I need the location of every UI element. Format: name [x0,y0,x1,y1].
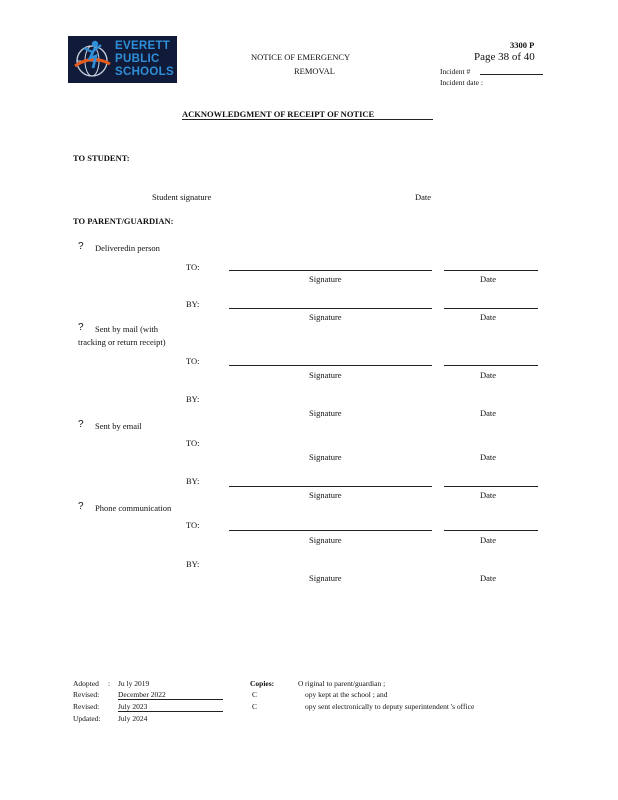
document-title-line2: REMOVAL [294,66,335,76]
logo-text-line2: PUBLIC [115,53,160,65]
revised-label: Revised: [73,702,100,711]
document-title-line1: NOTICE OF EMERGENCY [251,52,351,62]
signature-line [229,270,432,271]
signature-caption: Signature [309,370,342,380]
to-student-label: TO STUDENT: [73,153,130,163]
copies-label: Copies: [250,679,275,688]
revised-label: Revised: [73,690,100,699]
by-label: BY: [186,394,200,404]
revised-date: July 2023 [118,702,148,711]
acknowledgment-heading: ACKNOWLEDGMENT OF RECEIPT OF NOTICE [182,109,375,119]
by-label: BY: [186,559,200,569]
signature-caption: Signature [309,408,342,418]
date-caption: Date [480,274,497,284]
signature-caption: Signature [309,274,342,284]
to-label: TO: [186,262,200,272]
method-label: Sent by mail (with [95,324,159,334]
date-caption: Date [480,573,497,583]
date-line [444,486,538,487]
to-label: TO: [186,520,200,530]
signature-caption: Signature [309,452,342,462]
incident-number-label: Incident # [440,67,471,76]
checkbox-placeholder-icon: ? [78,241,84,252]
revised-underline [118,711,223,712]
to-parent-guardian-label: TO PARENT/GUARDIAN: [73,216,174,226]
logo-text-line1: EVERETT [115,40,171,52]
to-label: TO: [186,356,200,366]
checkbox-placeholder-icon: ? [78,419,84,430]
method-label: Deliveredin person [95,243,160,253]
copy-recipient: opy sent electronically to deputy superintendent 's office [305,702,475,711]
by-label: BY: [186,476,200,486]
incident-date-label: Incident date : [440,78,483,87]
adopted-label: Adopted [73,679,99,688]
district-logo [68,36,177,83]
date-caption: Date [480,408,497,418]
signature-line [229,308,432,309]
revised-date: December 2022 [118,690,166,699]
signature-caption: Signature [309,573,342,583]
incident-number-line [480,74,543,75]
updated-date: July 2024 [118,714,148,723]
page-number: Page 38 of 40 [474,51,535,63]
signature-line [229,486,432,487]
method-label-line2: tracking or return receipt) [78,337,166,347]
date-caption: Date [480,535,497,545]
signature-caption: Signature [309,312,342,322]
adopted-colon: : [108,679,111,688]
checkbox-placeholder-icon: ? [78,322,84,333]
date-caption: Date [480,452,497,462]
heading-underline [182,119,433,120]
method-label: Phone communication [95,503,172,513]
globe-figure-icon [70,36,116,83]
logo-text-line3: SCHOOLS [115,66,174,78]
date-line [444,308,538,309]
student-signature-label: Student signature [152,192,212,202]
student-date-label: Date [415,192,432,202]
date-line [444,530,538,531]
to-label: TO: [186,438,200,448]
signature-line [229,530,432,531]
by-label: BY: [186,299,200,309]
copy-prefix: O [298,679,304,688]
policy-code: 3300 P [510,40,535,50]
signature-caption: Signature [309,535,342,545]
date-caption: Date [480,312,497,322]
method-label: Sent by email [95,421,142,431]
updated-label: Updated: [73,714,101,723]
copy-prefix: C [252,702,258,711]
copy-prefix: C [252,690,258,699]
date-line [444,365,538,366]
signature-line [229,365,432,366]
checkbox-placeholder-icon: ? [78,501,84,512]
date-line [444,270,538,271]
date-caption: Date [480,370,497,380]
copy-recipient: riginal to parent/guardian ; [305,679,386,688]
adopted-date: Ju ly 2019 [118,679,150,688]
signature-caption: Signature [309,490,342,500]
revised-underline [118,699,223,700]
copy-recipient: opy kept at the school ; and [305,690,388,699]
date-caption: Date [480,490,497,500]
